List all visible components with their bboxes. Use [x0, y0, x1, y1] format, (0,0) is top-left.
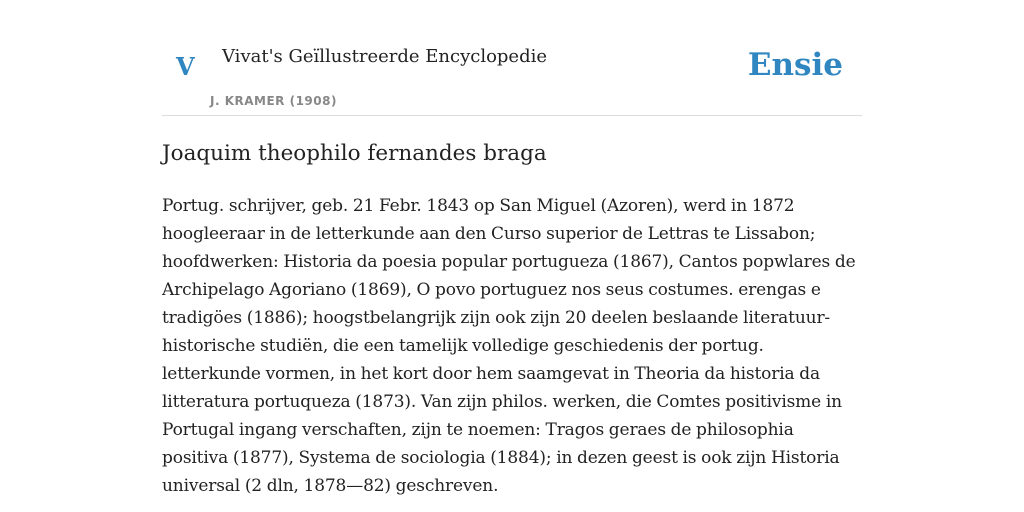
- source-title[interactable]: Vivat's Geïllustreerde Encyclopedie: [222, 46, 548, 67]
- ensie-logo[interactable]: Ensie: [747, 47, 843, 83]
- page: [162, 0, 862, 512]
- entry-title: Joaquim theophilo fernandes braga: [162, 141, 547, 166]
- source-author: J. KRAMER (1908): [210, 94, 337, 108]
- entry-body: Portug. schrijver, geb. 21 Febr. 1843 op San Miguel (Azoren), werd in 1872 hoogleeraar in de letterkunde aan den Curso superior de Lettras te Lissabon; hoofdwerken: Historia da poesia popular portugueza (1867), Cantos popwlares de Archipelago Agoriano (1869), O povo portuguez nos seus costumes. erengas e tradigöes (1886); hoogstbelangrijk zijn ook zijn 20 deelen beslaande literatuur-historische studiën, die een tamelijk volledige geschiedenis der portug. letterkunde vormen, in het kort door hem saamgevat in Theoria da historia da litteratura portuqueza (1873). Van zijn philos. werken, die Comtes positivisme in Portugal ingang verschaften, zijn te noemen: Tragos geraes de philosophia positiva (1877), Systema de sociologia (1884); in dezen geest is ook zijn Historia universal (2 dln, 1878—82) geschreven.: [162, 196, 856, 496]
- source-badge[interactable]: V: [176, 52, 195, 81]
- source-header: [162, 0, 862, 116]
